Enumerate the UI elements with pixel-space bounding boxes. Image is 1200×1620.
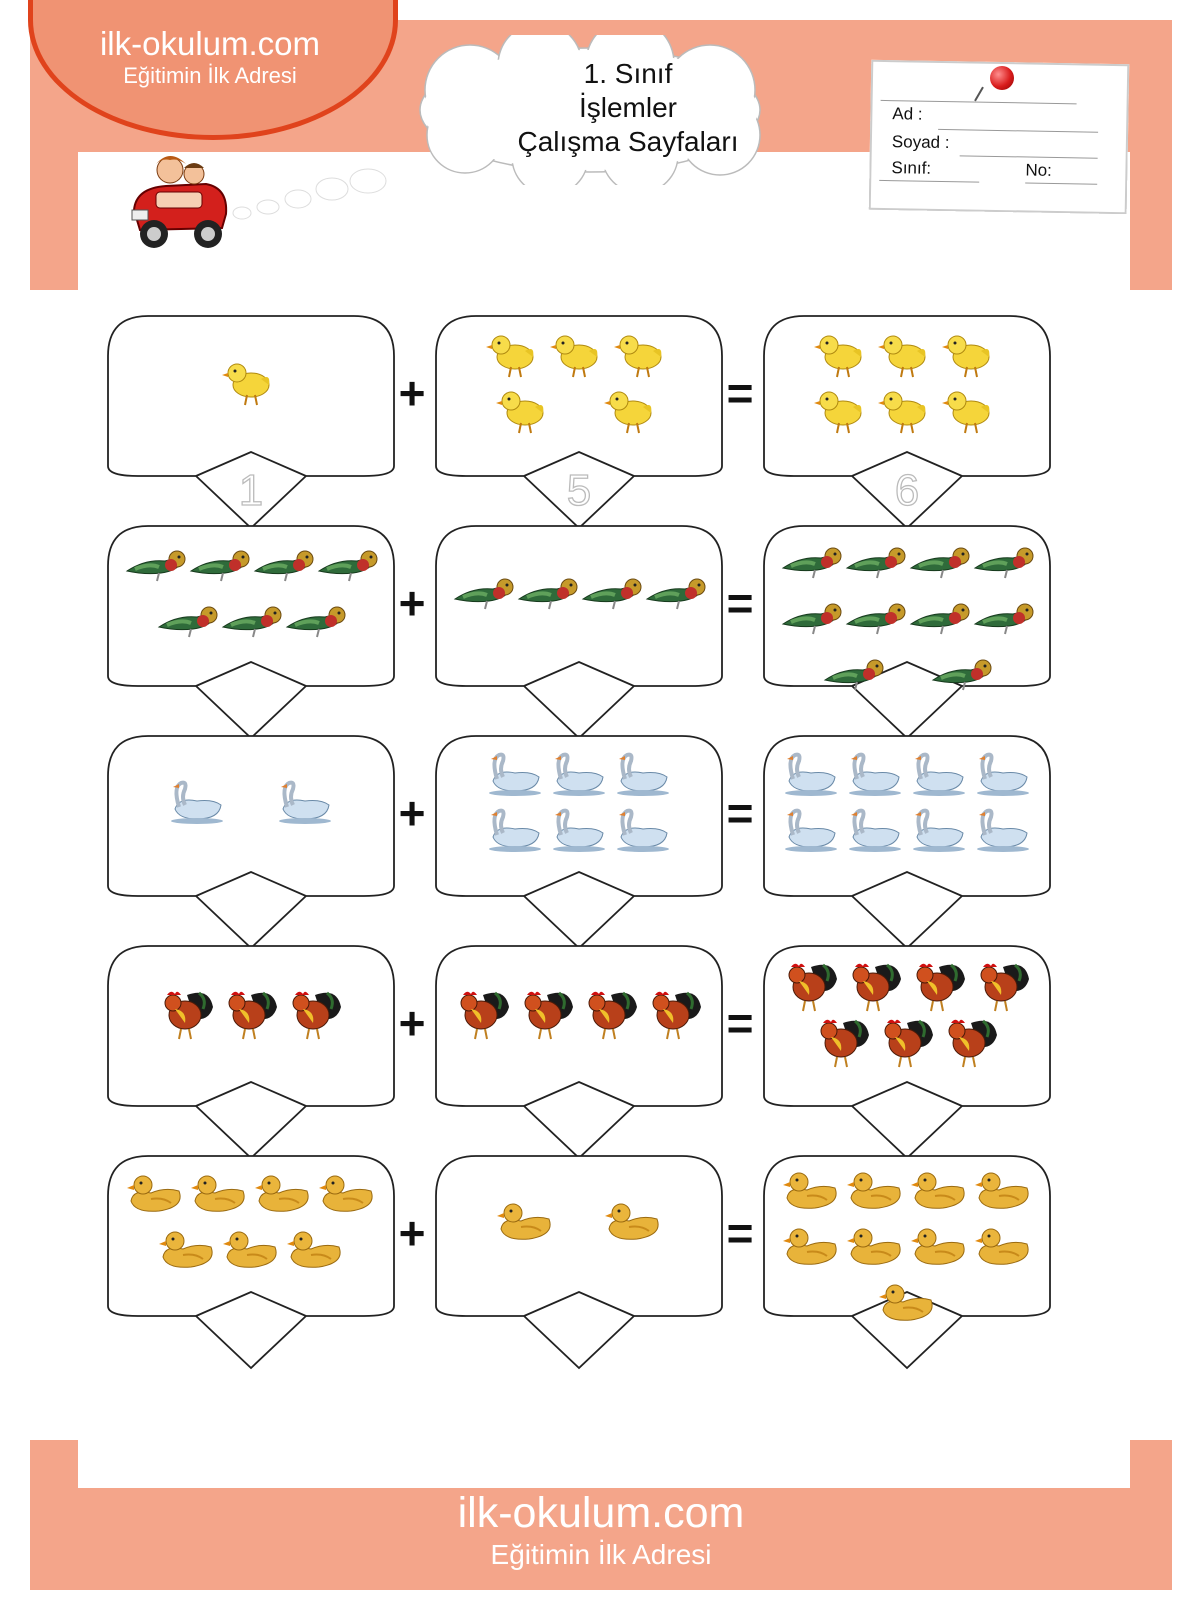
answer-box bbox=[762, 524, 1052, 746]
footer-inner bbox=[78, 1440, 1130, 1488]
equals-sign: = bbox=[726, 1207, 754, 1259]
box-outline bbox=[108, 526, 394, 738]
answer-box bbox=[106, 734, 396, 956]
thought-bubbles bbox=[220, 165, 390, 225]
box-outline bbox=[436, 1156, 722, 1368]
plus-sign: + bbox=[398, 1207, 426, 1259]
plus-sign: + bbox=[398, 367, 426, 419]
answer-box bbox=[106, 1154, 396, 1376]
logo-name[interactable]: ilk-okulum.com bbox=[99, 25, 321, 62]
box-outline bbox=[108, 736, 394, 948]
box-outline bbox=[436, 526, 722, 738]
equals-sign: = bbox=[726, 997, 754, 1049]
logo-tagline: Eğitimin İlk Adresi bbox=[123, 63, 297, 88]
answer-box bbox=[762, 1154, 1052, 1376]
answer-box bbox=[106, 944, 396, 1166]
answer-box bbox=[762, 734, 1052, 956]
title-line-3: Çalışma Sayfaları bbox=[517, 126, 739, 157]
title-line-2: İşlemler bbox=[578, 92, 677, 123]
answer-box bbox=[434, 1154, 724, 1376]
answer-box bbox=[434, 734, 724, 956]
equals-sign: = bbox=[726, 577, 754, 629]
plus-sign: + bbox=[398, 787, 426, 839]
car-mascot-icon bbox=[126, 148, 236, 258]
pushpin-icon bbox=[990, 66, 1014, 90]
title-line-1: 1. Sınıf bbox=[583, 58, 673, 89]
footer-site-name[interactable]: ilk-okulum.com bbox=[457, 1489, 745, 1537]
equals-sign: = bbox=[726, 787, 754, 839]
answer-box bbox=[434, 944, 724, 1166]
answer-box bbox=[762, 944, 1052, 1166]
plus-sign: + bbox=[398, 577, 426, 629]
footer-tagline: Eğitimin İlk Adresi bbox=[490, 1539, 712, 1570]
surname-label: Soyad : bbox=[891, 132, 950, 153]
answer-box bbox=[434, 524, 724, 746]
plus-sign: + bbox=[398, 997, 426, 1049]
number-label: No: bbox=[1025, 160, 1053, 180]
box-outline bbox=[436, 946, 722, 1158]
answer-digit[interactable]: 6 bbox=[894, 466, 920, 515]
answer-box bbox=[106, 524, 396, 746]
answer-digit[interactable]: 5 bbox=[566, 466, 592, 515]
name-label: Ad : bbox=[892, 104, 923, 124]
class-label: Sınıf: bbox=[891, 158, 932, 178]
equals-sign: = bbox=[726, 367, 754, 419]
box-outline bbox=[108, 946, 394, 1158]
answer-digit[interactable]: 1 bbox=[238, 466, 264, 515]
